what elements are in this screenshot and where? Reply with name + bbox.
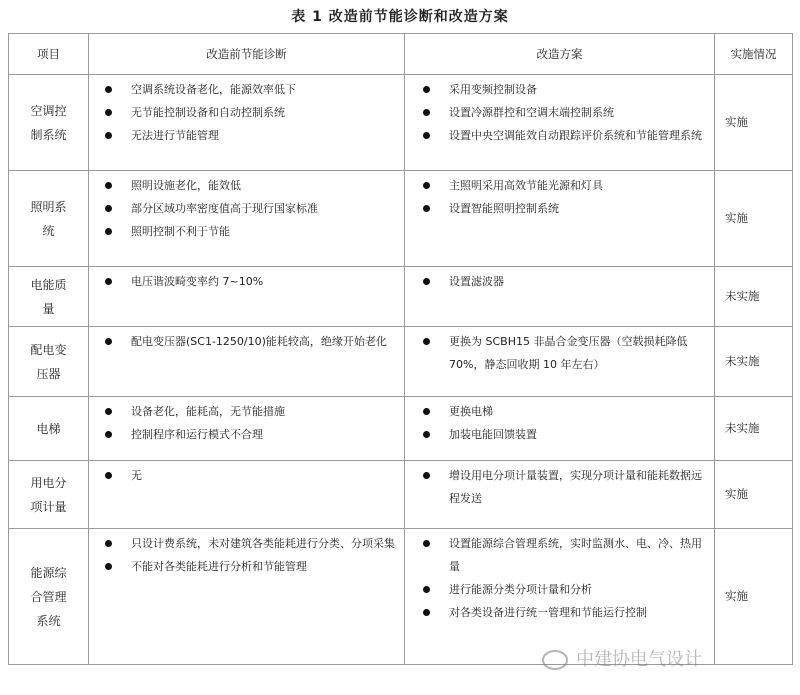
retrofit-table bbox=[8, 33, 793, 665]
plan-bullet-item: 设置能源综合管理系统，实时监测水、电、冷、热用量 bbox=[421, 532, 708, 578]
row-plan bbox=[405, 75, 715, 171]
plan-bullet-item: 设置滤波器 bbox=[421, 270, 708, 293]
watermark bbox=[542, 645, 792, 675]
plan-bullet-item: 更换为 SCBH15 非晶合金变压器（空载损耗降低 70%，静态回收期 10 年左右） bbox=[421, 330, 708, 376]
diagnosis-bullet-item: 设备老化，能耗高，无节能措施 bbox=[103, 400, 398, 423]
header-diagnosis: 改造前节能诊断 bbox=[89, 34, 405, 75]
diagnosis-list bbox=[103, 174, 398, 243]
diagnosis-bullet-item: 电压谐波畸变率约 7~10% bbox=[103, 270, 398, 293]
row-plan bbox=[405, 267, 715, 327]
row-plan bbox=[405, 171, 715, 267]
plan-list bbox=[421, 270, 708, 293]
diagnosis-bullet-item: 只设计费系统，未对建筑各类能耗进行分类、分项采集 bbox=[103, 532, 398, 555]
plan-bullet-item: 主照明采用高效节能光源和灯具 bbox=[421, 174, 708, 197]
table-row bbox=[9, 267, 793, 327]
row-status: 实施 bbox=[715, 461, 793, 529]
row-diagnosis bbox=[89, 327, 405, 397]
row-status: 未实施 bbox=[715, 267, 793, 327]
header-status: 实施情况 bbox=[715, 34, 793, 75]
diagnosis-bullet-item: 控制程序和运行模式不合理 bbox=[103, 423, 398, 446]
diagnosis-bullet-item: 配电变压器(SC1-1250/10)能耗较高，绝缘开始老化 bbox=[103, 330, 398, 353]
header-row bbox=[9, 34, 793, 75]
row-diagnosis bbox=[89, 529, 405, 665]
row-item: 照明系统 bbox=[9, 171, 89, 267]
plan-list bbox=[421, 532, 708, 624]
row-status: 实施 bbox=[715, 529, 793, 665]
row-diagnosis bbox=[89, 267, 405, 327]
plan-bullet-item: 进行能源分类分项计量和分析 bbox=[421, 578, 708, 601]
table-row bbox=[9, 171, 793, 267]
row-status: 实施 bbox=[715, 75, 793, 171]
diagnosis-list bbox=[103, 78, 398, 147]
diagnosis-bullet-item: 无节能控制设备和自动控制系统 bbox=[103, 101, 398, 124]
plan-bullet-item: 设置中央空调能效自动跟踪评价系统和节能管理系统 bbox=[421, 124, 708, 147]
row-diagnosis bbox=[89, 397, 405, 461]
diagnosis-bullet-item: 照明设施老化，能效低 bbox=[103, 174, 398, 197]
row-diagnosis bbox=[89, 461, 405, 529]
row-item: 空调控制系统 bbox=[9, 75, 89, 171]
row-plan bbox=[405, 461, 715, 529]
wechat-icon bbox=[542, 650, 568, 670]
row-plan bbox=[405, 397, 715, 461]
diagnosis-list bbox=[103, 330, 398, 353]
diagnosis-list bbox=[103, 532, 398, 578]
diagnosis-bullet-item: 照明控制不利于节能 bbox=[103, 220, 398, 243]
row-status: 未实施 bbox=[715, 327, 793, 397]
plan-bullet-item: 更换电梯 bbox=[421, 400, 708, 423]
table-row bbox=[9, 75, 793, 171]
table-row bbox=[9, 397, 793, 461]
plan-bullet-item: 设置智能照明控制系统 bbox=[421, 197, 708, 220]
diagnosis-list bbox=[103, 270, 398, 293]
plan-list bbox=[421, 174, 708, 220]
table-title: 表 1 改造前节能诊断和改造方案 bbox=[291, 9, 509, 25]
watermark-text: 中建协电气设计 bbox=[576, 649, 702, 670]
row-item: 配电变压器 bbox=[9, 327, 89, 397]
diagnosis-bullet-item: 无 bbox=[103, 464, 398, 487]
diagnosis-list bbox=[103, 464, 398, 487]
diagnosis-bullet-item: 空调系统设备老化，能源效率低下 bbox=[103, 78, 398, 101]
header-item: 项目 bbox=[9, 34, 89, 75]
plan-bullet-item: 对各类设备进行统一管理和节能运行控制 bbox=[421, 601, 708, 624]
row-diagnosis bbox=[89, 171, 405, 267]
plan-bullet-item: 增设用电分项计量装置，实现分项计量和能耗数据远程发送 bbox=[421, 464, 708, 510]
diagnosis-bullet-item: 部分区域功率密度值高于现行国家标准 bbox=[103, 197, 398, 220]
header-plan: 改造方案 bbox=[405, 34, 715, 75]
plan-list bbox=[421, 78, 708, 147]
plan-list bbox=[421, 400, 708, 446]
row-item: 电梯 bbox=[9, 397, 89, 461]
row-plan bbox=[405, 327, 715, 397]
diagnosis-bullet-item: 无法进行节能管理 bbox=[103, 124, 398, 147]
row-diagnosis bbox=[89, 75, 405, 171]
row-item: 能源综合管理系统 bbox=[9, 529, 89, 665]
plan-list bbox=[421, 330, 708, 376]
row-item: 电能质量 bbox=[9, 267, 89, 327]
plan-list bbox=[421, 464, 708, 510]
row-status: 实施 bbox=[715, 171, 793, 267]
row-item: 用电分项计量 bbox=[9, 461, 89, 529]
plan-bullet-item: 采用变频控制设备 bbox=[421, 78, 708, 101]
row-status: 未实施 bbox=[715, 397, 793, 461]
table-row bbox=[9, 327, 793, 397]
diagnosis-list bbox=[103, 400, 398, 446]
diagnosis-bullet-item: 不能对各类能耗进行分析和节能管理 bbox=[103, 555, 398, 578]
plan-bullet-item: 设置冷源群控和空调末端控制系统 bbox=[421, 101, 708, 124]
plan-bullet-item: 加装电能回馈装置 bbox=[421, 423, 708, 446]
table-row bbox=[9, 461, 793, 529]
